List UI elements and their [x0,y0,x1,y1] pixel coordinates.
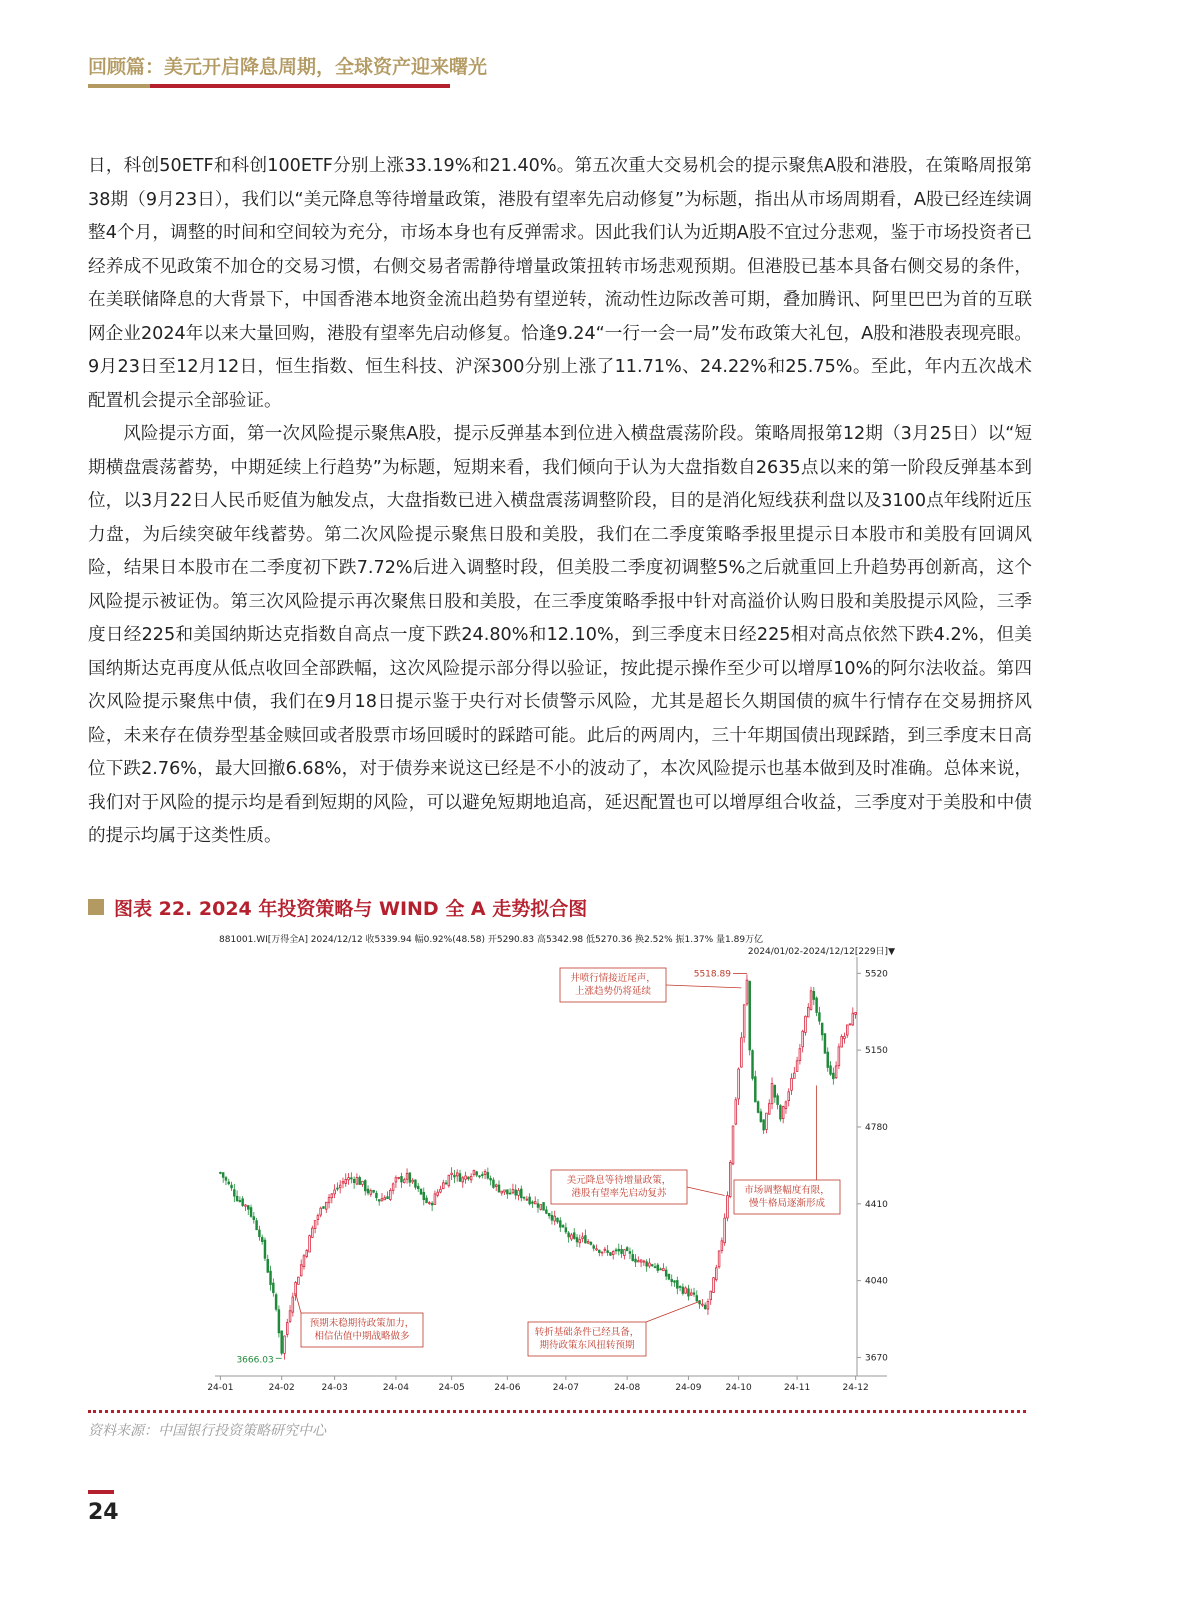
candle-body [345,1179,347,1183]
paragraph-1: 日，科创50ETF和科创100ETF分别上涨33.19%和21.40%。第五次重大交易机会的提示聚焦A股和港股，在策略周报第38期（9月23日），我们以“美元降息等待增量政策，港股有望率先启动修复”为标题，指出从市场周期看，A股已经连续调整4个月，调整的时间和空间较为充分，市场本身也有反弹需求。因此我们认为近期A股不宜过分悲观，鉴于市场投资者已经养成不见政策不加仓的交易习惯，右侧交易者需静待增量政策扭转市场悲观预期。但港股已基本具备右侧交易的条件，在美联储降息的大背景下，中国香港本地资金流出趋势有望逆转，流动性边际改善可期，叠加腾讯、阿里巴巴为首的互联网企业2024年以来大量回购，港股有望率先启动修复。恰逢9.24“一行一会一局”发布政策大礼包，A股和港股表现亮眼。9月23日至12月12日，恒生指数、恒生科技、沪深300分别上涨了11.71%、24.22%和25.75%。至此，年内五次战术配置机会提示全部验证。 [88,156,1032,411]
candle-body [507,1190,509,1194]
candle-body [593,1246,595,1248]
candle-body [793,1073,795,1078]
candle-body [838,1047,840,1066]
candle-body [309,1236,311,1252]
annotation-text: 相信估值中期战略做多 [314,1331,410,1342]
candle-body [654,1267,656,1268]
candle-body [429,1203,431,1204]
candle-body [757,1102,759,1113]
candle-body [423,1192,425,1199]
candle-body [646,1262,648,1266]
candle-body [325,1202,327,1209]
candle-body [403,1180,405,1183]
candle-body [236,1196,238,1200]
candle-body [431,1203,433,1205]
page-number-rule [88,1490,114,1494]
candle-body [551,1215,553,1220]
candle-body [696,1296,698,1301]
annotation-leader-line [646,1301,700,1322]
candle-body [306,1251,308,1257]
candle-body [448,1175,450,1185]
candle-body [351,1178,353,1179]
candle-body [398,1177,400,1178]
low-marker-label: 3666.03 [236,1355,274,1366]
chart-info-bar: 881001.WI[万得全A] 2024/12/12 收5339.94 幅0.92%(48.58) 开5290.83 高5342.98 低5270.36 换2.52% 振1.37% 量1.89万亿 [219,935,764,945]
candle-body [587,1241,589,1243]
candle-body [520,1189,522,1198]
chart-y-tick-label: 5150 [865,1046,888,1057]
candle-body [373,1190,375,1192]
candle-body [785,1102,787,1109]
candle-body [807,1007,809,1017]
candle-body [771,1083,773,1103]
candle-body [493,1180,495,1187]
candle-body [582,1237,584,1239]
candle-body [721,1241,723,1251]
candle-body [228,1182,230,1184]
candle-body [629,1252,631,1254]
candle-body [465,1176,467,1179]
annotation-text: 预期未稳期待政策加力， [309,1318,415,1329]
candle-body [412,1180,414,1182]
candle-body [543,1203,545,1211]
annotation-text: 慢牛格局逐渐形成 [748,1198,826,1209]
candle-body [231,1185,233,1188]
candle-body [476,1172,478,1175]
candle-body [690,1293,692,1295]
candle-body [830,1066,832,1074]
candle-body [504,1190,506,1192]
annotation-text: 市场调整幅度有限， [744,1185,830,1196]
candle-body [420,1189,422,1194]
candle-body [348,1178,350,1180]
chart-x-tick-label: 24-04 [382,1383,409,1393]
candle-body [743,1005,745,1037]
chart-y-tick-label: 4410 [865,1199,888,1210]
candle-body [434,1194,436,1205]
candle-body [437,1192,439,1195]
candle-body [732,1126,734,1164]
candle-body [376,1193,378,1197]
annotation-callout [296,1293,423,1347]
candle-body [334,1190,336,1194]
candle-body [515,1190,517,1195]
candle-body [267,1259,269,1272]
chart-x-tick-label: 24-01 [207,1383,234,1393]
candle-body [607,1251,609,1253]
candle-body [381,1199,383,1201]
candle-body [618,1249,620,1251]
candle-body [816,998,818,1012]
chart-x-tick-label: 24-05 [438,1383,465,1393]
candle-body [367,1189,369,1193]
candle-body [841,1037,843,1047]
candle-body [635,1259,637,1262]
annotation-text: 港股有望率先启动复苏 [571,1188,667,1199]
candle-body [598,1250,600,1252]
candle-body [314,1221,316,1229]
candle-body [612,1251,614,1254]
candle-body [546,1210,548,1213]
candle-body [604,1249,606,1250]
chart-x-tick-label: 24-10 [725,1383,752,1393]
candle-body [724,1218,726,1243]
candle-body [451,1173,453,1174]
annotation-leader-line [296,1293,301,1313]
candle-body [392,1184,394,1191]
candle-body [799,1049,801,1061]
candle-body [289,1311,291,1322]
candle-body [532,1202,534,1203]
candle-body [384,1198,386,1200]
candle-body [253,1217,255,1220]
candle-body [509,1193,511,1194]
candle-body [685,1288,687,1293]
candle-body [222,1173,224,1178]
candle-body [827,1052,829,1067]
candle-body [459,1174,461,1182]
candle-body [585,1236,587,1243]
candle-body [281,1331,283,1353]
candle-body [718,1251,720,1267]
candle-body [802,1031,804,1047]
candle-body [220,1172,222,1173]
candle-body [445,1183,447,1184]
chart-range-label: 2024/01/02-2024/12/12[229日]▼ [747,947,895,957]
candle-body [699,1301,701,1304]
candle-body [473,1170,475,1174]
annotation-callout [528,1301,700,1356]
candle-body [529,1197,531,1204]
chart-x-tick-label: 24-08 [614,1383,641,1393]
candle-body [735,1100,737,1124]
chart-y-tick-label: 3670 [865,1353,888,1364]
candle-body [495,1185,497,1187]
candle-body [632,1255,634,1261]
candle-body [710,1291,712,1300]
figure-divider [88,1410,1026,1413]
candle-body [774,1085,776,1097]
annotation-text: 转折基础条件已经具备， [534,1327,640,1338]
candle-body [615,1250,617,1251]
annotation-text: 美元降息等待增量政策， [566,1175,672,1186]
candle-body [590,1242,592,1244]
candle-body [846,1025,848,1035]
candle-body [760,1112,762,1122]
candle-body [777,1096,779,1105]
candle-body [835,1066,837,1078]
candle-body [819,1013,821,1021]
candle-body [395,1178,397,1182]
candle-body [250,1208,252,1217]
chart-x-tick-label: 24-02 [268,1383,295,1393]
candle-body [562,1225,564,1226]
candle-body [298,1277,300,1284]
chart-y-tick-label: 4040 [865,1276,888,1287]
candle-body [245,1205,247,1206]
candle-body [660,1269,662,1270]
header-rule-gold [88,84,150,88]
candle-body [462,1178,464,1182]
candle-body [568,1233,570,1237]
candle-body [426,1198,428,1203]
candle-body [370,1191,372,1195]
candle-body [855,1012,857,1014]
figure-source: 资料来源：中国银行投资策略研究中心 [88,1423,326,1439]
candle-body [537,1204,539,1208]
candle-body [821,1023,823,1035]
candle-body [766,1113,768,1129]
annotation-text: 上涨趋势仍将延续 [574,986,652,997]
body-text [88,150,1032,854]
annotation-text: 期待政策东风扭转预期 [539,1340,635,1351]
candle-body [571,1235,573,1239]
candle-body [331,1194,333,1198]
annotation-text: 井喷行情接近尾声， [570,973,656,984]
candle-body [780,1106,782,1119]
candle-body [668,1274,670,1279]
chart-x-tick-label: 24-07 [552,1383,579,1393]
figure-title [88,893,587,921]
candle-body [849,1024,851,1025]
candle-body [752,1051,754,1079]
candle-body [401,1176,403,1181]
chart-x-tick-label: 24-11 [784,1383,811,1393]
candle-body [239,1201,241,1202]
candle-body [746,980,748,1004]
candle-body [323,1207,325,1209]
candle-body [624,1250,626,1256]
header-rule-red [150,84,450,88]
candle-body [286,1323,288,1335]
candle-body [768,1104,770,1114]
candle-body [621,1249,623,1253]
candle-body [665,1270,667,1276]
candle-body [534,1202,536,1204]
candle-body [805,1016,807,1032]
header-title: 回顾篇：美元开启降息周期，全球资产迎来曙光 [88,56,488,78]
candle-body [610,1253,612,1256]
candle-body [643,1261,645,1262]
candle-body [518,1190,520,1195]
chart-x-tick-label: 24-03 [321,1383,348,1393]
candle-body [270,1271,272,1285]
candle-body [810,991,812,1009]
candle-body [512,1190,514,1193]
candle-body [242,1199,244,1206]
candle-body [378,1200,380,1201]
candle-body [256,1221,258,1230]
candle-body [364,1181,366,1191]
candle-body [487,1173,489,1179]
candle-body [526,1199,528,1200]
candle-body [440,1189,442,1192]
candle-body [693,1293,695,1294]
annotation-leader-line [666,985,741,988]
candle-body [320,1208,322,1215]
candle-body [791,1078,793,1090]
candle-body [417,1186,419,1188]
candle-body [651,1265,653,1266]
candle-body [275,1295,277,1310]
candle-body [484,1171,486,1174]
candle-body [832,1073,834,1078]
candle-body [406,1173,408,1179]
candle-body [796,1061,798,1072]
figure-title-square-icon [88,899,104,915]
candle-body [626,1248,628,1251]
candle-body [573,1233,575,1239]
wind-a-chart-svg [207,930,895,1394]
candle-body [359,1177,361,1184]
candle-body [264,1240,266,1258]
candle-body [300,1265,302,1276]
candle-body [704,1305,706,1309]
candle-body [749,981,751,1050]
annotation-callout [551,1170,725,1204]
candle-body [565,1228,567,1232]
candle-body [468,1177,470,1179]
candle-body [409,1173,411,1182]
candle-body [813,991,815,999]
candle-body [844,1036,846,1038]
candle-body [682,1287,684,1293]
candle-body [247,1206,249,1210]
candle-body [454,1175,456,1177]
candle-body [337,1188,339,1189]
candle-body [727,1196,729,1218]
candle-body [738,1069,740,1099]
candle-body [501,1191,503,1193]
candle-body [663,1268,665,1270]
candle-body [559,1221,561,1227]
candle-body [763,1120,765,1130]
candle-body [523,1197,525,1198]
annotation-leader-line [687,1187,725,1195]
candle-body [261,1237,263,1241]
candle-body [576,1238,578,1242]
candle-body [233,1190,235,1196]
candle-body [715,1268,717,1280]
candle-body [362,1181,364,1184]
candle-body [356,1178,358,1184]
candle-body [788,1092,790,1101]
candle-body [311,1228,313,1237]
candle-body [671,1280,673,1282]
candle-body [342,1182,344,1183]
candle-body [554,1216,556,1221]
candle-body [782,1107,784,1119]
candle-body [649,1263,651,1266]
paragraph-2: 风险提示方面，第一次风险提示聚焦A股，提示反弹基本到位进入横盘震荡阶段。策略周报第12期（3月25日）以“短期横盘震荡蓄势，中期延续上行趋势”为标题，短期来看，我们倾向于认为大盘指数自2635点以来的第一阶段反弹基本到位，以3月22日人民币贬值为触发点，大盘指数已进入横盘震荡调整阶段，目的是消化短线获利盘以及3100点年线附近压力盘，为后续突破年线蓄势。第二次风险提示聚焦日股和美股，我们在二季度策略季报里提示日本股市和美股有回调风险，结果日本股市在二季度初下跌7.72%后进入调整时段，但美股二季度初调整5%之后就重回上升趋势再创新高，这个风险提示被证伪。第三次风险提示再次聚焦日股和美股，在三季度策略季报中针对高溢价认购日股和美股提示风险，三季度日经225和美国纳斯达克指数自高点一度下跌24.80%和12.10%，到三季度末日经225相对高点依然下跌4.2%，但美国纳斯达克再度从低点收回全部跌幅，这次风险提示部分得以验证，按此提示操作至少可以增厚10%的阿尔法收益。第四次风险提示聚焦中债，我们在9月18日提示鉴于央行对长债警示风险，尤其是超长久期国债的疯牛行情存在交易拥挤风险，未来存在债券型基金赎回或者股票市场回暖时的踩踏可能。此后的两周内，三十年期国债出现踩踏，到三季度末日高位下跌2.76%，最大回撤6.68%，对于债券来说这已经是不小的波动了，本次风险提示也基本做到及时准确。总体来说，我们对于风险的提示均是看到短期的风险，可以避免短期地追高，延迟配置也可以增厚组合收益，三季度对于美股和中债的提示均属于这类性质。 [88,424,1032,846]
candle-body [284,1336,286,1353]
candle-body [278,1310,280,1333]
candle-body [707,1301,709,1309]
candle-body [490,1178,492,1180]
candle-body [442,1183,444,1189]
candle-body [640,1260,642,1262]
candle-body [339,1185,341,1188]
candle-body [456,1173,458,1176]
candle-body [557,1218,559,1222]
page-number: 24 [88,1500,119,1525]
candle-body [481,1175,483,1176]
candle-body [579,1240,581,1243]
candle-body [390,1190,392,1199]
candle-body [259,1230,261,1237]
chart-y-tick-label: 5520 [865,969,888,980]
candle-body [754,1077,756,1102]
candle-body [852,1013,854,1025]
candle-body [637,1261,639,1262]
candle-body [353,1179,355,1182]
wind-a-chart [207,930,895,1394]
candle-body [688,1289,690,1296]
candle-body [387,1197,389,1199]
candle-body [596,1249,598,1250]
candle-body [317,1216,319,1220]
candle-body [303,1256,305,1267]
candle-body [548,1213,550,1215]
candle-body [292,1297,294,1312]
candle-body [713,1278,715,1293]
chart-x-tick-label: 24-12 [842,1383,869,1393]
candle-body [225,1178,227,1181]
candle-body [328,1197,330,1202]
chart-x-tick-label: 24-09 [675,1383,702,1393]
candle-body [470,1176,472,1179]
figure-title-text: 图表 22. 2024 年投资策略与 WIND 全 A 走势拟合图 [114,897,588,920]
high-marker-label: 5518.89 [693,969,731,980]
candle-body [679,1286,681,1287]
candle-body [741,1038,743,1067]
candle-body [674,1281,676,1283]
candle-body [702,1304,704,1305]
candle-body [479,1176,481,1177]
chart-candles [220,974,857,1359]
candle-body [824,1034,826,1054]
candle-body [415,1180,417,1187]
candle-body [601,1252,603,1253]
candle-body [729,1162,731,1196]
chart-y-tick-label: 4780 [865,1122,888,1133]
candle-body [676,1281,678,1289]
candle-body [498,1185,500,1192]
candle-body [657,1265,659,1270]
candle-body [540,1205,542,1210]
chart-x-tick-label: 24-06 [494,1383,521,1393]
candle-body [272,1283,274,1293]
